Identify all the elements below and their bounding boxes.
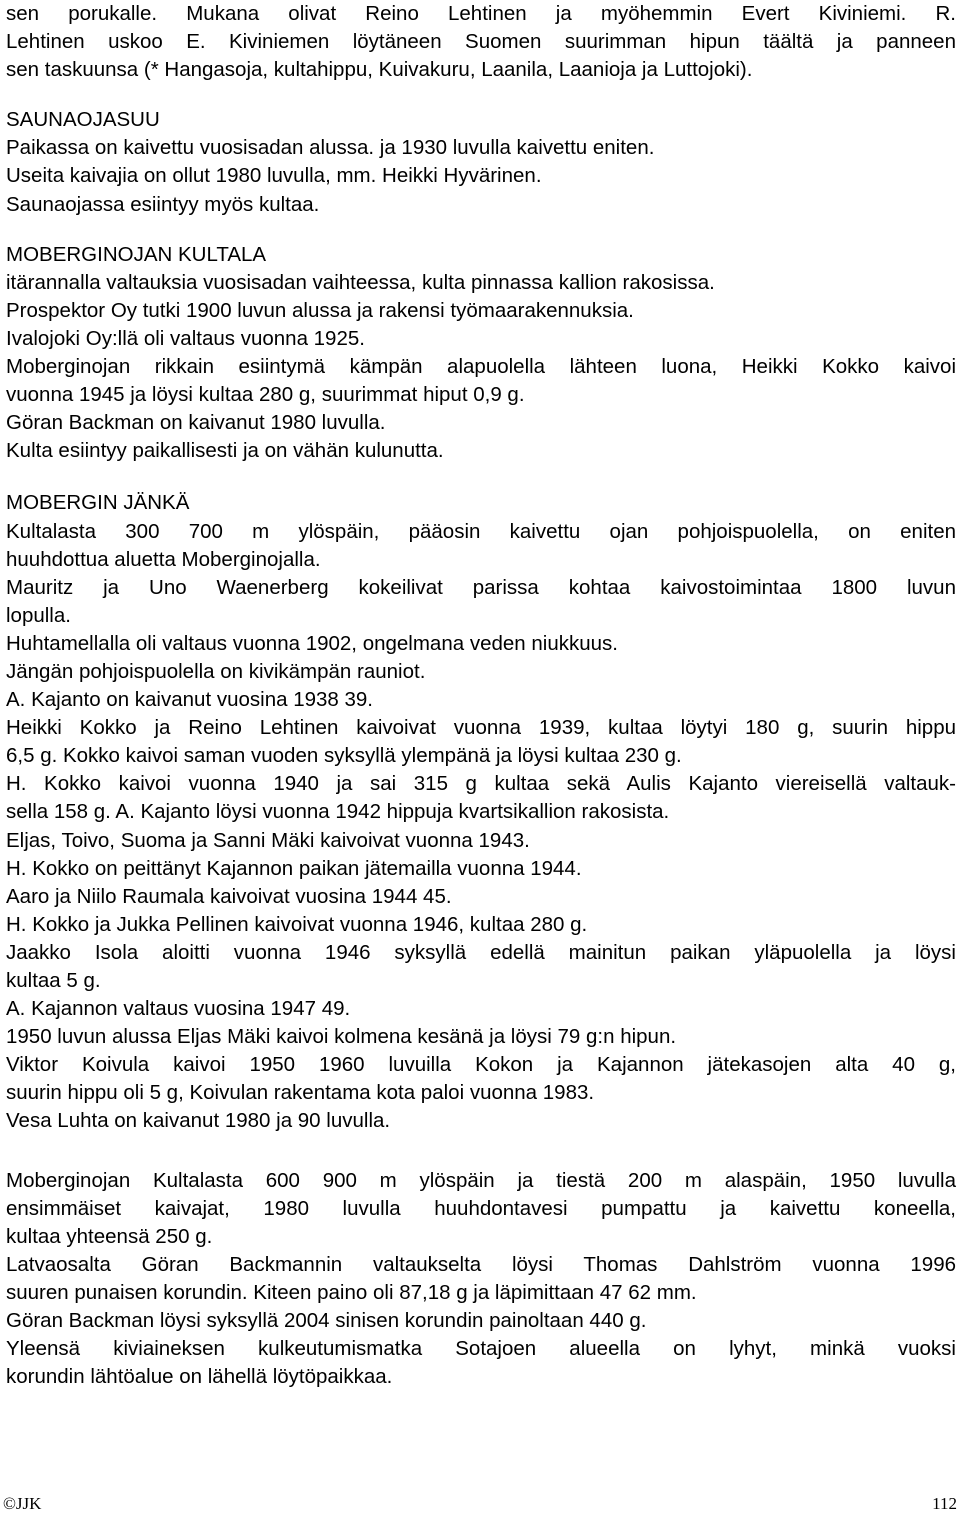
text-line: Jängän pohjoispuolella on kivikämpän rauniot. — [6, 659, 426, 683]
text-line: Moberginojan rikkain esiintymä kämpän alapuolella lähteen luona, Heikki Kokko kaivoi — [6, 355, 956, 379]
text-line: sen porukalle. Mukana olivat Reino Lehtinen ja myöhemmin Evert Kiviniemi. R. — [6, 2, 956, 25]
text-line: Moberginojan Kultalasta 600 900 m ylöspäin ja tiestä 200 m alaspäin, 1950 luvulla — [6, 1168, 956, 1192]
text-line: vuonna 1945 ja löysi kultaa 280 g, suurimmat hiput 0,9 g. — [6, 383, 525, 407]
text-line: Yleensä kiviaineksen kulkeutumismatka Sotajoen alueella on lyhyt, minkä vuoksi — [6, 1337, 956, 1361]
section-heading: SAUNAOJASUU — [6, 108, 160, 132]
text-line: Paikassa on kaivettu vuosisadan alussa. ja 1930 luvulla kaivettu eniten. — [6, 136, 655, 160]
text-line: Eljas, Toivo, Suoma ja Sanni Mäki kaivoivat vuonna 1943. — [6, 828, 530, 852]
text-line: suurin hippu oli 5 g, Koivulan rakentama kota paloi vuonna 1983. — [6, 1081, 595, 1105]
text-line: kultaa yhteensä 250 g. — [6, 1224, 213, 1248]
text-line: Latvaosalta Göran Backmannin valtaukselta löysi Thomas Dahlström vuonna 1996 — [6, 1252, 956, 1276]
text-line: Saunaojassa esiintyy myös kultaa. — [6, 192, 320, 216]
page-number: 112 — [932, 1494, 957, 1513]
text-line: H. Kokko ja Jukka Pellinen kaivoivat vuonna 1946, kultaa 280 g. — [6, 912, 588, 936]
section-saunaojasuu — [6, 106, 956, 218]
text-line: Göran Backman löysi syksyllä 2004 sinisen korundin painoltaan 440 g. — [6, 1309, 647, 1333]
closing-paragraph — [6, 1167, 956, 1392]
text-line: sen taskuunsa (* Hangasoja, kultahippu, Kuivakuru, Laanila, Laanioja ja Luttojoki). — [6, 58, 753, 82]
text-line: Göran Backman on kaivanut 1980 luvulla. — [6, 411, 386, 435]
text-line: Prospektor Oy tutki 1900 luvun alussa ja rakensi työmaarakennuksia. — [6, 298, 634, 322]
text-line: 1950 luvun alussa Eljas Mäki kaivoi kolmena kesänä ja löysi 79 g:n hipun. — [6, 1025, 677, 1049]
text-line: H. Kokko on peittänyt Kajannon paikan jätemailla vuonna 1944. — [6, 856, 582, 880]
text-line: suuren punaisen korundin. Kiteen paino oli 87,18 g ja läpimittaan 47 62 mm. — [6, 1280, 697, 1304]
intro-paragraph — [6, 0, 956, 84]
text-line: huuhdottua aluetta Moberginojalla. — [6, 547, 321, 571]
text-line: Viktor Koivula kaivoi 1950 1960 luvuilla Kokon ja Kajannon jätekasojen alta 40 g, — [6, 1053, 956, 1077]
text-line: Heikki Kokko ja Reino Lehtinen kaivoivat vuonna 1939, kultaa löytyi 180 g, suurin hippu — [6, 716, 956, 740]
text-line: Lehtinen uskoo E. Kiviniemen löytäneen Suomen suurimman hipun täältä ja panneen — [6, 30, 956, 54]
text-line: Vesa Luhta on kaivanut 1980 ja 90 luvulla. — [6, 1109, 391, 1133]
text-line: H. Kokko kaivoi vuonna 1940 ja sai 315 g kultaa sekä Aulis Kajanto viereisellä valtauk- — [6, 772, 956, 796]
text-line: itärannalla valtauksia vuosisadan vaihteessa, kulta pinnassa kallion rakosissa. — [6, 270, 715, 294]
text-line: ensimmäiset kaivajat, 1980 luvulla huuhdontavesi pumpattu ja kaivettu koneella, — [6, 1196, 956, 1220]
document-page — [6, 0, 956, 1391]
text-line: Huhtamellalla oli valtaus vuonna 1902, ongelmana veden niukkuus. — [6, 631, 618, 655]
text-line: 6,5 g. Kokko kaivoi saman vuoden syksyllä ylempänä ja löysi kultaa 230 g. — [6, 744, 682, 768]
text-line: Jaakko Isola aloitti vuonna 1946 syksyllä edellä mainitun paikan yläpuolella ja löysi — [6, 940, 956, 964]
text-line: Kulta esiintyy paikallisesti ja on vähän kulunutta. — [6, 439, 444, 463]
text-line: kultaa 5 g. — [6, 969, 101, 992]
section-heading: MOBERGIN JÄNKÄ — [6, 491, 190, 515]
section-moberginojan-kultala — [6, 241, 956, 466]
text-line: Mauritz ja Uno Waenerberg kokeilivat parissa kohtaa kaivostoimintaa 1800 luvun — [6, 575, 956, 599]
text-line: Kultalasta 300 700 m ylöspäin, pääosin kaivettu ojan pohjoispuolella, on eniten — [6, 519, 956, 543]
copyright-notice: ©JJK — [3, 1494, 42, 1513]
text-line: Useita kaivajia on ollut 1980 luvulla, mm. Heikki Hyvärinen. — [6, 164, 542, 188]
text-line: Ivalojoki Oy:llä oli valtaus vuonna 1925. — [6, 326, 365, 350]
text-line: A. Kajanto on kaivanut vuosina 1938 39. — [6, 688, 373, 712]
text-line: lopulla. — [6, 603, 71, 627]
text-line: Aaro ja Niilo Raumala kaivoivat vuosina 1944 45. — [6, 884, 452, 908]
section-heading: MOBERGINOJAN KULTALA — [6, 242, 267, 266]
text-line: sella 158 g. A. Kajanto löysi vuonna 1942 hippuja kvartsikallion rakosista. — [6, 800, 670, 824]
text-line: korundin lähtöalue on lähellä löytöpaikkaa. — [6, 1365, 393, 1389]
section-mobergin-janka — [6, 489, 956, 1135]
text-line: A. Kajannon valtaus vuosina 1947 49. — [6, 997, 351, 1021]
page-footer — [3, 1493, 957, 1515]
